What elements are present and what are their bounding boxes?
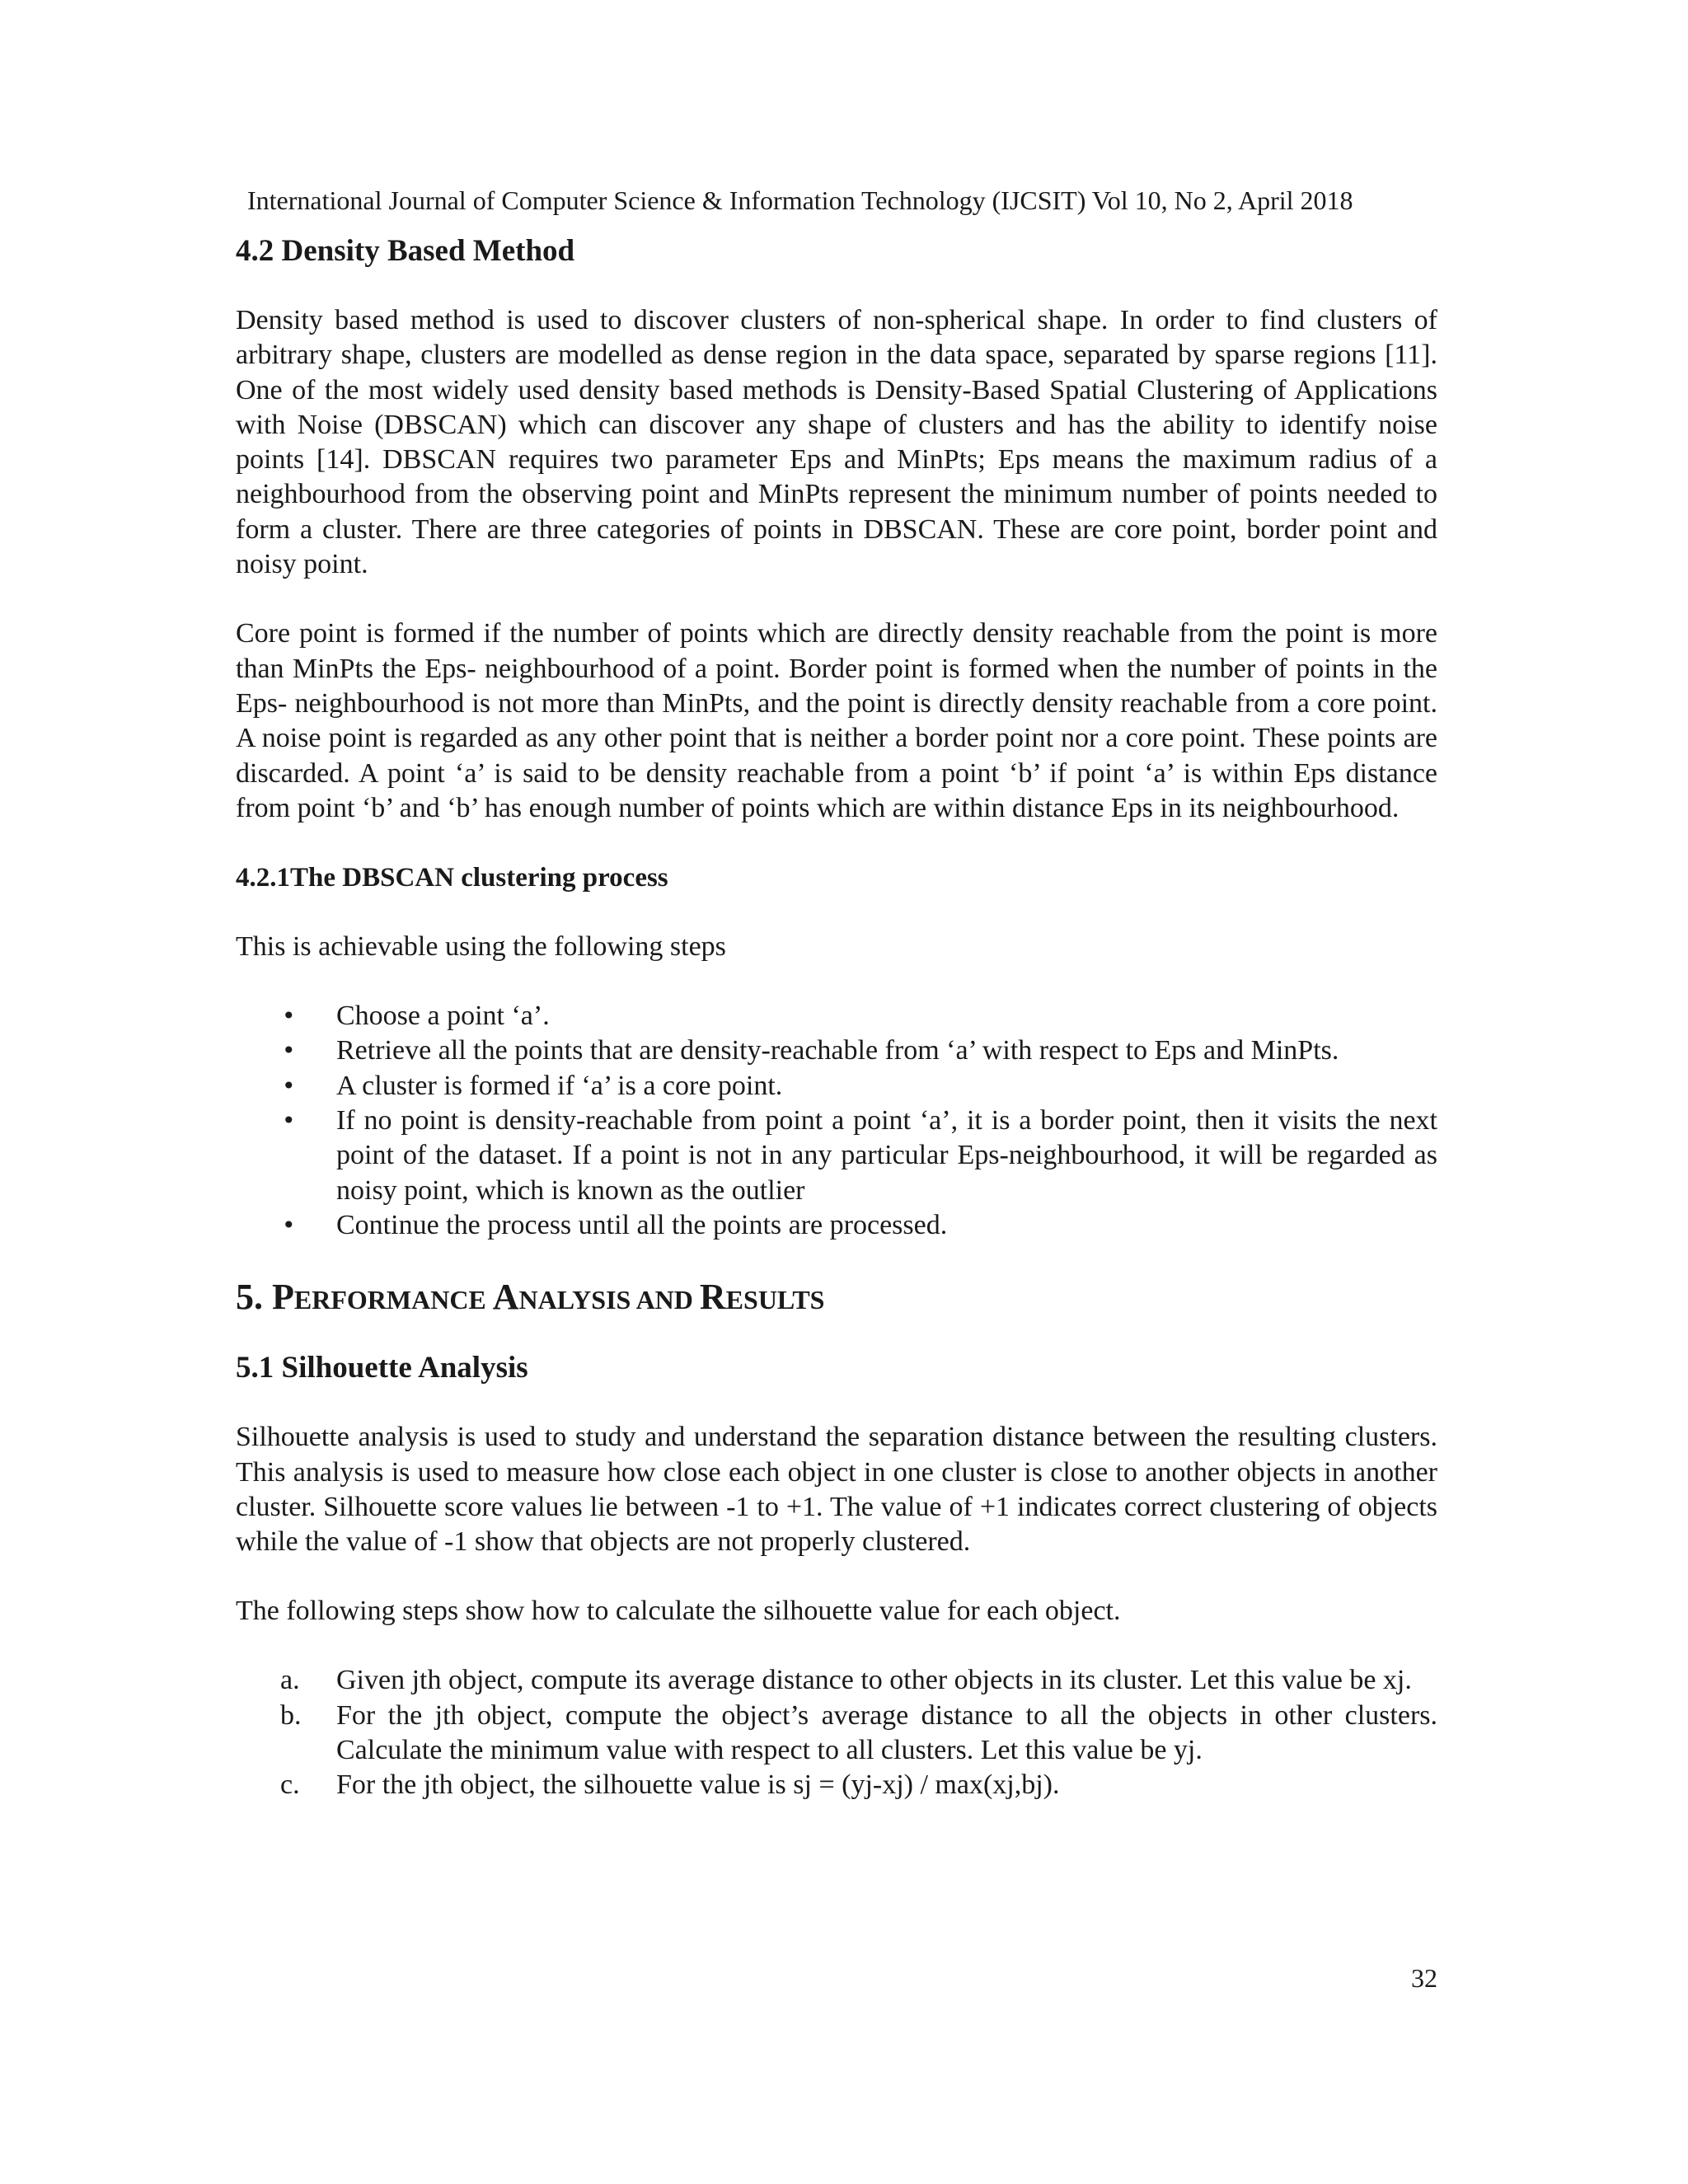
list-item — [236, 1663, 1437, 1698]
section-5-1-paragraph-1: Silhouette analysis is used to study and understand the separation distance between the resulting clusters. This analysis is used to measure how close each object in one cluster is close to another objects in another cluster. Silhouette score values lie between -1 to +1. The value of +1 indicates correct clustering of objects while the value of -1 show that objects are not properly clustered. — [236, 1422, 1437, 1558]
section-5-1-heading: 5.1 Silhouette Analysis — [236, 1351, 528, 1385]
heading-smallcaps: ESULTS — [725, 1285, 825, 1315]
page-content — [236, 232, 1437, 1803]
list-marker: a. — [280, 1665, 300, 1696]
heading-smallcaps: NALYSIS AND — [518, 1285, 700, 1315]
bullet-icon: • — [282, 1107, 296, 1135]
list-item — [236, 1069, 1437, 1104]
list-item — [236, 999, 1437, 1033]
list-item-text: Choose a point ‘a’. — [336, 1001, 550, 1032]
list-item — [236, 1033, 1437, 1068]
bullet-icon: • — [282, 1071, 296, 1099]
bullet-icon: • — [282, 1037, 296, 1065]
list-item-text: Retrieve all the points that are density-reachable from ‘a’ with respect to Eps and MinPts. — [336, 1035, 1339, 1066]
list-item-text: Given jth object, compute its average distance to other objects in its cluster. Let this value be xj. — [336, 1665, 1412, 1696]
section-4-2-heading: 4.2 Density Based Method — [236, 234, 575, 268]
list-item-text: For the jth object, the silhouette value is sj = (yj-xj) / max(xj,bj). — [336, 1769, 1060, 1801]
heading-initial: P — [272, 1277, 294, 1318]
section-4-2-1-heading: 4.2.1The DBSCAN clustering process — [236, 863, 668, 893]
list-marker: c. — [280, 1769, 300, 1801]
silhouette-steps-list — [236, 1663, 1437, 1802]
heading-initial: R — [699, 1277, 726, 1318]
page-number: 32 — [1411, 1963, 1437, 1993]
section-5-1-paragraph-2: The following steps show how to calculate the silhouette value for each object. — [236, 1596, 1121, 1627]
list-item — [236, 1699, 1437, 1769]
list-item — [236, 1768, 1437, 1802]
dbscan-steps-list — [236, 999, 1437, 1243]
list-item-text: Continue the process until all the points are processed. — [336, 1209, 948, 1240]
running-header: International Journal of Computer Science & Information Technology (IJCSIT) Vol 10, No 2, April 2018 — [247, 185, 1353, 215]
section-4-2-paragraph-1: Density based method is used to discover clusters of non-spherical shape. In order to find clusters of arbitrary shape, clusters are modelled as dense region in the data space, separated by sparse regions [11]. One of the most widely used density based methods is Density-Based Spatial Clustering of Applications with Noise (DBSCAN) which can discover any shape of clusters and has the ability to identify noise points [14]. DBSCAN requires two parameter Eps and MinPts; Eps means the maximum radius of a neighbourhood from the observing point and MinPts represent the minimum number of points needed to form a cluster. There are three categories of points in DBSCAN. These are core point, border point and noisy point. — [236, 305, 1437, 580]
bullet-icon: • — [282, 1211, 296, 1239]
bullet-icon: • — [282, 1002, 296, 1030]
section-4-2-paragraph-2: Core point is formed if the number of points which are directly density reachable from the point is more than MinPts the Eps- neighbourhood of a point. Border point is formed when the number of points in the Eps- neighbourhood is not more than MinPts, and the point is directly density reachable from a core point. A noise point is regarded as any other point that is neither a border point nor a core point. These points are discarded. A point ‘a’ is said to be density reachable from a point ‘b’ if point ‘a’ is within Eps distance from point ‘b’ and ‘b’ has enough number of points which are within distance Eps in its neighbourhood. — [236, 618, 1437, 823]
dbscan-steps-intro: This is achievable using the following steps — [236, 931, 726, 963]
heading-initial: A — [492, 1277, 519, 1318]
list-item — [236, 1104, 1437, 1208]
section-5-number: 5. — [236, 1277, 272, 1318]
list-item-text: For the jth object, compute the object’s average distance to all the objects in other clusters. Calculate the minimum value with respect to all clusters. Let this value be yj. — [336, 1699, 1437, 1766]
list-marker: b. — [280, 1699, 302, 1731]
list-item — [236, 1208, 1437, 1243]
heading-smallcaps: ERFORMANCE — [293, 1285, 493, 1315]
list-item-text: If no point is density-reachable from point a point ‘a’, it is a border point, then it visits the next point of the dataset. If a point is not in any particular Eps-neighbourhood, it will be regarded as noisy point, which is known as the outlier — [336, 1105, 1437, 1206]
section-5-heading — [236, 1276, 1437, 1321]
list-item-text: A cluster is formed if ‘a’ is a core point. — [336, 1070, 783, 1101]
